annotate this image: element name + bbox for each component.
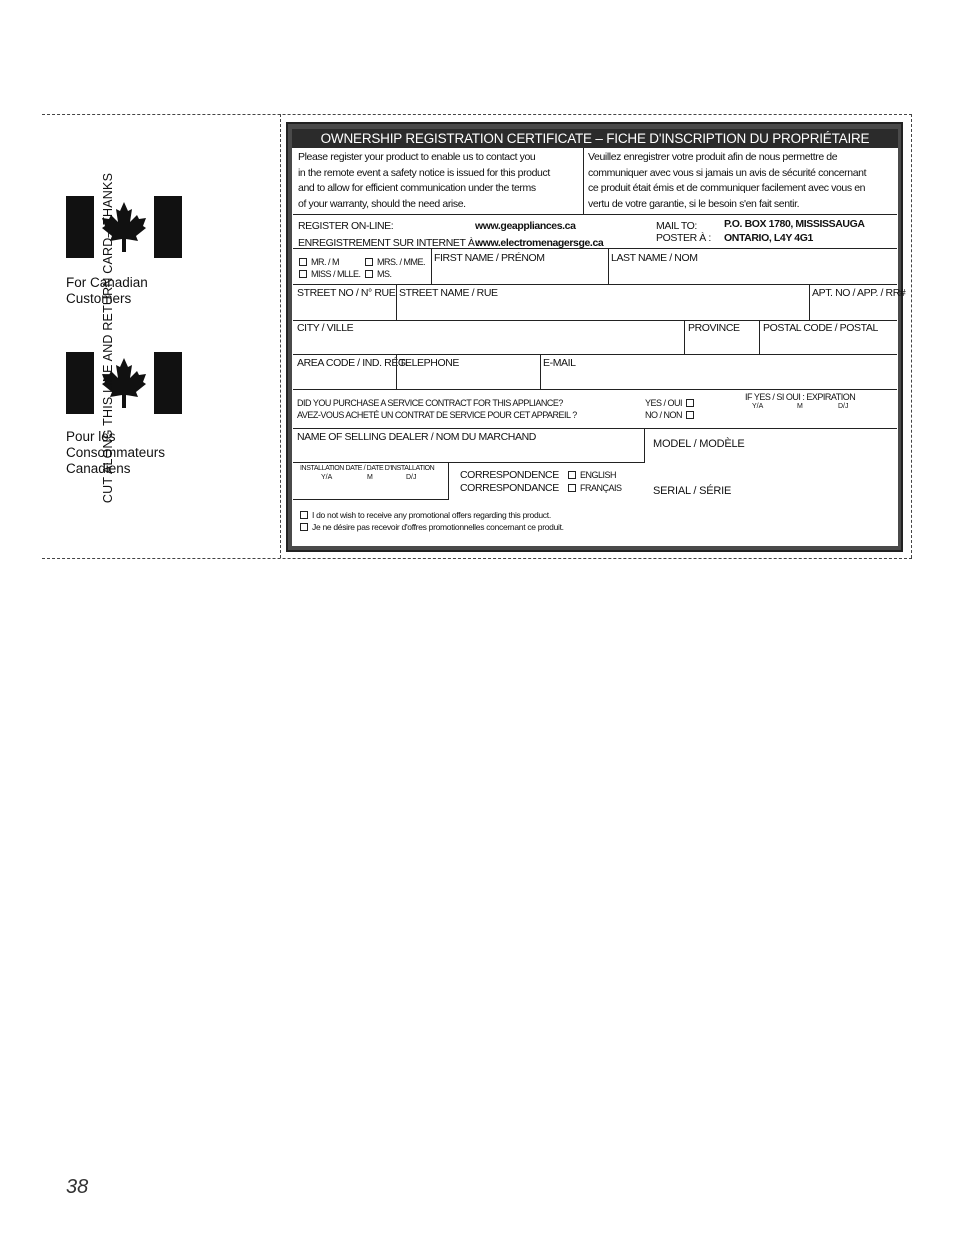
language-english-checkbox[interactable]: ENGLISH (568, 469, 616, 481)
apt-no-field[interactable]: APT. NO / APP. / RR# (812, 287, 906, 299)
opt-out-checkbox-en[interactable]: I do not wish to receive any promotional offers regarding this product. (300, 509, 551, 521)
street-no-field[interactable]: STREET NO / N° RUE (297, 287, 396, 299)
service-yes-checkbox[interactable]: YES / OUI (645, 397, 698, 409)
canadian-flag-icon (66, 196, 182, 258)
model-field[interactable]: MODEL / MODÈLE (653, 438, 745, 450)
register-url-en[interactable]: www.geappliances.ca (475, 220, 576, 232)
mailing-address-line-1: P.O. BOX 1780, MISSISSAUGA (724, 218, 865, 230)
first-name-field[interactable]: FIRST NAME / PRÉNOM (434, 252, 545, 264)
expiration-label: IF YES / SI OUI : EXPIRATION (745, 392, 856, 402)
register-online-label: REGISTER ON-LINE: (298, 220, 394, 232)
installation-date-field[interactable]: INSTALLATION DATE / DATE D'INSTALLATION (300, 465, 435, 472)
city-field[interactable]: CITY / VILLE (297, 322, 354, 334)
expiration-day-label: D/J (838, 403, 849, 410)
title-mr-checkbox[interactable]: MR. / M (299, 256, 339, 268)
cut-line-top (42, 114, 912, 115)
cut-line-vertical (280, 114, 281, 558)
opt-out-checkbox-fr[interactable]: Je ne désire pas recevoir d'offres promotionnelles concernant ce produit. (300, 521, 564, 533)
mailing-address-line-2: ONTARIO, L4Y 4G1 (724, 232, 813, 244)
email-field[interactable]: E-MAIL (543, 357, 576, 369)
dealer-name-field[interactable]: NAME OF SELLING DEALER / NOM DU MARCHAND (297, 431, 536, 443)
title-mrs-checkbox[interactable]: MRS. / MME. (365, 256, 425, 268)
title-miss-checkbox[interactable]: MISS / MLLE. (299, 268, 361, 280)
cut-line-instruction: CUT ALONG THIS LINE AND RETURN CARD—THANKS (101, 172, 115, 504)
area-code-field[interactable]: AREA CODE / IND. RÉG. (297, 357, 409, 369)
install-month-label: M (367, 474, 373, 481)
intro-french: Veuillez enregistrer votre produit afin de nous permettre de communiquer avec vous si jamais un avis de sécurité concernant ce produit était émis et de communiquer facilement avec vous en vertu de votre garantie, si le besoin s'en fait sentir. (588, 151, 867, 210)
cut-line-right (911, 114, 912, 558)
street-name-field[interactable]: STREET NAME / RUE (399, 287, 498, 299)
page-number: 38 (66, 1176, 89, 1198)
service-contract-question-fr: AVEZ-VOUS ACHETÉ UN CONTRAT DE SERVICE POUR CET APPAREIL ? (297, 410, 577, 420)
poster-a-label: POSTER À : (656, 232, 711, 244)
last-name-field[interactable]: LAST NAME / NOM (611, 252, 698, 264)
canadian-flag-icon (66, 352, 182, 414)
mail-to-label: MAIL TO: (656, 220, 697, 232)
correspondence-label-en: CORRESPONDENCE (460, 469, 559, 481)
flag-label-french: Pour les Consommateurs Canadiens (66, 429, 166, 476)
title-ms-checkbox[interactable]: MS. (365, 268, 392, 280)
expiration-month-label: M (797, 403, 803, 410)
expiration-year-label: Y/A (752, 403, 764, 410)
correspondence-label-fr: CORRESPONDANCE (460, 482, 559, 494)
install-day-label: D/J (406, 474, 417, 481)
install-year-label: Y/A (321, 474, 333, 481)
intro-english: Please register your product to enable us to contact you in the remote event a safety notice is issued for this product and to allow for efficient communication under the terms of your warranty, should the need arise. (298, 151, 550, 210)
register-online-label-fr: ENREGISTREMENT SUR INTERNET À : (298, 237, 480, 249)
cut-line-bottom (42, 558, 912, 559)
register-url-fr[interactable]: www.electromenagersge.ca (475, 237, 604, 249)
service-no-checkbox[interactable]: NO / NON (645, 409, 698, 421)
flag-label-english: For Canadian Customers (66, 275, 148, 306)
card-title: OWNERSHIP REGISTRATION CERTIFICATE – FICHE D'INSCRIPTION DU PROPRIÉTAIRE (292, 129, 898, 148)
serial-field[interactable]: SERIAL / SÉRIE (653, 485, 732, 497)
service-contract-question-en: DID YOU PURCHASE A SERVICE CONTRACT FOR THIS APPLIANCE? (297, 398, 563, 408)
telephone-field[interactable]: TELEPHONE (399, 357, 459, 369)
postal-code-field[interactable]: POSTAL CODE / POSTAL (763, 322, 878, 334)
language-french-checkbox[interactable]: FRANÇAIS (568, 482, 622, 494)
province-field[interactable]: PROVINCE (688, 322, 740, 334)
